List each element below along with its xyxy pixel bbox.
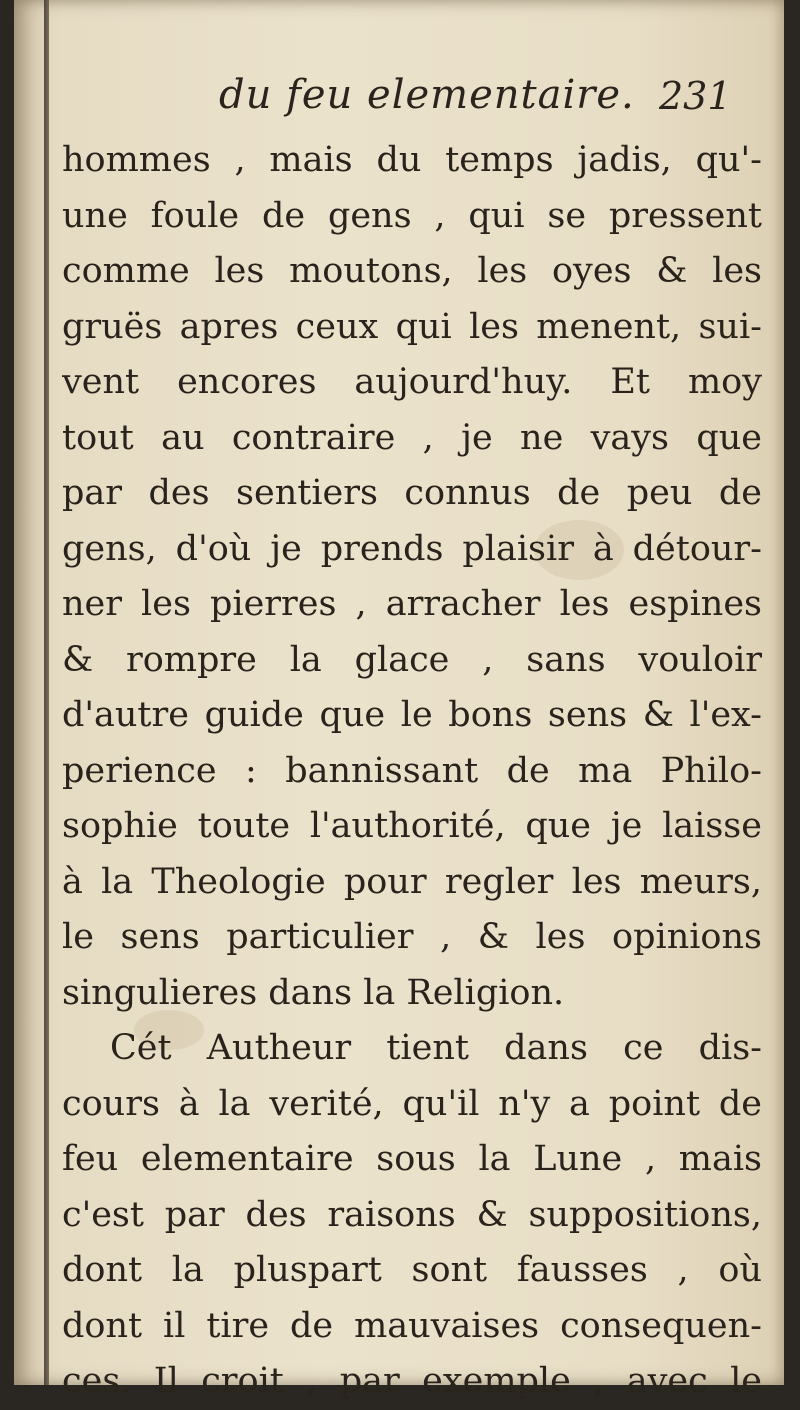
text-line: Cét Autheur tient dans ce dis- (110, 1028, 762, 1068)
text-line: une foule de gens , qui se pressent (62, 195, 762, 236)
text-line: tout au contraire , je ne vays que (62, 417, 762, 458)
text-line: dont il tire de mauvaises consequen- (62, 1305, 762, 1346)
text-line: gruës apres ceux qui les menent, sui- (62, 306, 762, 347)
text-line: ner les pierres , arracher les espines (62, 584, 762, 624)
text-line: à la Theologie pour regler les meurs, (62, 861, 762, 902)
text-line: gens, d'où je prends plaisir à détour- (62, 528, 762, 569)
body-text (62, 133, 762, 1410)
book-page (14, 0, 784, 1401)
text-line: par des sentiers connus de peu de (62, 473, 762, 513)
text-line: d'autre guide que le bons sens & l'ex- (62, 695, 762, 735)
running-title: du feu elementaire. (219, 72, 635, 118)
text-line: cours à la verité, qu'il n'y a point de (62, 1083, 762, 1124)
text-line: comme les moutons, les oyes & les (62, 251, 762, 291)
text-line: dont la pluspart sont fausses , où (62, 1250, 762, 1290)
text-line: perience : bannissant de ma Philo- (62, 750, 762, 791)
page-number: 231 (659, 74, 732, 118)
text-line: & rompre la glace , sans vouloir (62, 639, 762, 680)
text-line: sophie toute l'authorité, que je laisse (62, 806, 762, 846)
page-header (14, 72, 784, 132)
text-line: vent encores aujourd'huy. Et moy (62, 362, 762, 402)
text-line: hommes , mais du temps jadis, qu'- (62, 140, 762, 180)
text-line: le sens particulier , & les opinions (62, 917, 762, 957)
text-line: ces. Il croit , par exemple , avec le (62, 1361, 762, 1401)
page-gutter-shadow (44, 0, 49, 1385)
text-line: feu elementaire sous la Lune , mais (62, 1139, 762, 1179)
text-line: singulieres dans la Religion. (62, 972, 565, 1013)
text-line: c'est par des raisons & suppositions, (62, 1194, 762, 1235)
